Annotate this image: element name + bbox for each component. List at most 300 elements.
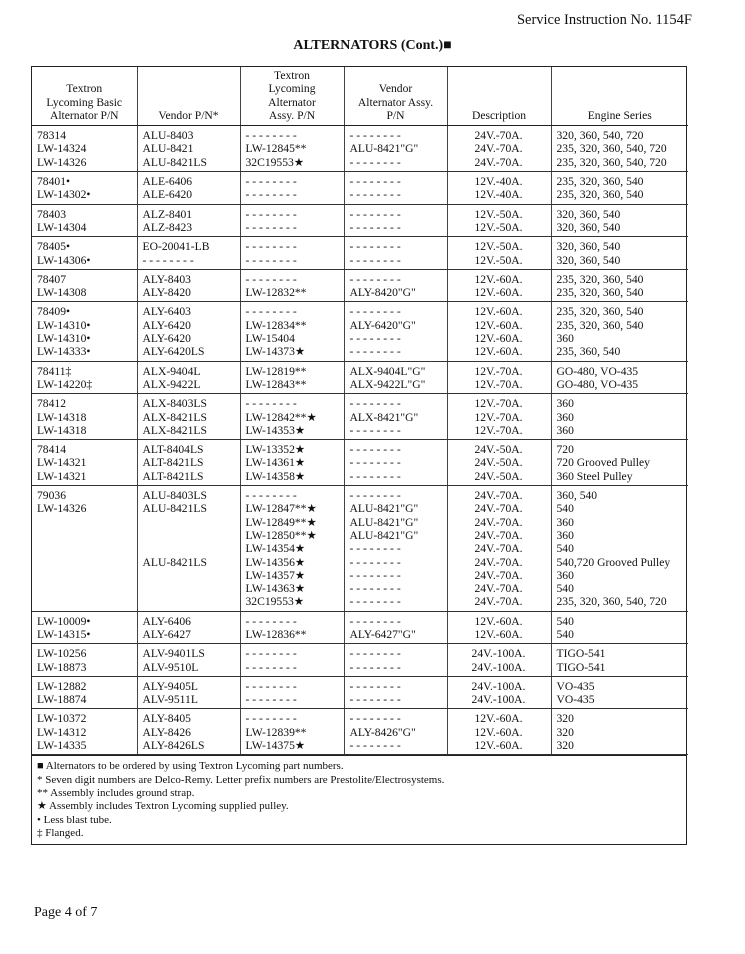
alternators-table xyxy=(32,67,688,755)
cell-line xyxy=(37,542,134,555)
cell-engine-series xyxy=(551,237,688,270)
cell-line: - - - - - - - - xyxy=(349,207,401,221)
cell-assy-pn xyxy=(240,486,344,612)
column-header-line: Lycoming Basic xyxy=(46,95,123,109)
cell-line: - - - - - - - - xyxy=(349,712,401,726)
cell-engine-series xyxy=(551,361,688,394)
cell-line: VO-435 xyxy=(556,693,595,707)
cell-vendor-assy-pn xyxy=(344,172,447,205)
cell-line: 24V.-70A. xyxy=(474,568,523,582)
cell-vendor-assy-pn xyxy=(344,361,447,394)
column-header-line: Description xyxy=(471,108,527,122)
cell-line: 78414 xyxy=(37,443,66,457)
cell-line: LW-12850**★ xyxy=(245,528,317,542)
cell-vendor-assy-pn xyxy=(344,237,447,270)
cell-line: LW-18873 xyxy=(37,660,87,674)
cell-line: 12V.-40A. xyxy=(474,175,523,189)
cell-description xyxy=(447,440,551,486)
cell-basic-pn xyxy=(32,269,137,302)
cell-line: - - - - - - - - xyxy=(245,175,297,189)
cell-line: ALU-8421"G" xyxy=(349,502,419,516)
cell-line: LW-14308 xyxy=(37,286,87,300)
cell-line: - - - - - - - - xyxy=(245,188,297,202)
cell-line: 78409• xyxy=(37,305,71,319)
cell-line: ALV-9510L xyxy=(142,660,199,674)
column-header-description xyxy=(447,67,551,126)
cell-line: LW-14357★ xyxy=(245,568,306,582)
cell-line: 540,720 Grooved Pulley xyxy=(556,555,671,569)
cell-line: LW-14318 xyxy=(37,423,87,437)
column-header-line: Alternator P/N xyxy=(49,108,119,122)
cell-line xyxy=(143,516,237,529)
cell-line: LW-12819** xyxy=(245,364,307,378)
cell-line: 320, 360, 540 xyxy=(556,253,621,267)
cell-line: ALU-8403LS xyxy=(142,489,207,503)
cell-line: LW-14318 xyxy=(37,410,87,424)
column-header-vendor-pn xyxy=(137,67,240,126)
cell-line: 12V.-50A. xyxy=(474,240,523,254)
cell-line: ALY-8426 xyxy=(142,725,191,739)
cell-line: LW-14310• xyxy=(37,318,91,332)
column-header-engine-series xyxy=(551,67,688,126)
cell-basic-pn xyxy=(32,676,137,709)
cell-line: 235, 320, 360, 540 xyxy=(556,286,644,300)
cell-line: LW-14333• xyxy=(37,345,91,359)
cell-line: - - - - - - - - xyxy=(349,188,401,202)
cell-line xyxy=(37,529,134,542)
cell-line: LW-14310• xyxy=(37,332,91,346)
cell-line: 320, 360, 540 xyxy=(556,220,621,234)
cell-line: 24V.-70A. xyxy=(474,582,523,596)
cell-engine-series xyxy=(551,302,688,361)
footnote: * Seven digit numbers are Delco-Remy. Letter prefix numbers are Prestolite/Electrosystems. xyxy=(37,773,445,786)
cell-line: 235, 320, 360, 540 xyxy=(556,272,644,286)
cell-basic-pn xyxy=(32,126,137,172)
cell-line: LW-12832** xyxy=(245,286,307,300)
table-header-row xyxy=(32,67,688,126)
cell-engine-series xyxy=(551,440,688,486)
table-row xyxy=(32,126,688,172)
cell-line: ALU-8421LS xyxy=(142,555,207,569)
cell-line: 235, 320, 360, 540 xyxy=(556,188,644,202)
cell-line: 32C19553★ xyxy=(245,595,305,609)
cell-line: 24V.-100A. xyxy=(471,660,526,674)
cell-line: LW-14304 xyxy=(37,220,87,234)
cell-line xyxy=(37,582,134,595)
cell-line: 235, 320, 360, 540 xyxy=(556,318,644,332)
cell-assy-pn xyxy=(240,269,344,302)
column-header-line: Alternator Assy. xyxy=(357,95,434,109)
cell-vendor-assy-pn xyxy=(344,302,447,361)
cell-line xyxy=(37,516,134,529)
cell-line: LW-12882 xyxy=(37,679,87,693)
cell-vendor-pn xyxy=(137,709,240,755)
column-header-vendor-assy-pn xyxy=(344,67,447,126)
cell-line: LW-13352★ xyxy=(245,443,306,457)
cell-line: LW-14326 xyxy=(37,155,87,169)
cell-basic-pn xyxy=(32,486,137,612)
cell-line: 12V.-60A. xyxy=(474,614,523,628)
cell-vendor-assy-pn xyxy=(344,644,447,677)
cell-vendor-pn xyxy=(137,237,240,270)
cell-description xyxy=(447,676,551,709)
cell-line: LW-12836** xyxy=(245,627,307,641)
cell-vendor-assy-pn xyxy=(344,269,447,302)
cell-line: 540 xyxy=(556,542,574,556)
cell-line: 540 xyxy=(556,627,574,641)
table-row xyxy=(32,172,688,205)
cell-engine-series xyxy=(551,644,688,677)
cell-line: 24V.-70A. xyxy=(474,528,523,542)
cell-description xyxy=(447,486,551,612)
cell-line: ALU-8421"G" xyxy=(349,528,419,542)
cell-line: - - - - - - - - xyxy=(349,469,401,483)
cell-line: - - - - - - - - xyxy=(349,155,401,169)
alternators-table-frame xyxy=(31,66,687,845)
cell-line: - - - - - - - - xyxy=(245,647,297,661)
cell-line: - - - - - - - - xyxy=(349,305,401,319)
cell-line xyxy=(143,542,237,555)
cell-description xyxy=(447,361,551,394)
cell-line: 24V.-70A. xyxy=(474,155,523,169)
column-header-line: Lycoming xyxy=(268,82,316,96)
cell-line: ALX-8403LS xyxy=(142,397,207,411)
cell-line: 360 xyxy=(556,528,574,542)
cell-line: 12V.-60A. xyxy=(474,332,523,346)
cell-assy-pn xyxy=(240,302,344,361)
footnote: ** Assembly includes ground strap. xyxy=(37,786,195,799)
cell-line: 12V.-70A. xyxy=(474,410,523,424)
cell-line: 24V.-70A. xyxy=(474,142,523,156)
cell-line: - - - - - - - - xyxy=(245,220,297,234)
cell-vendor-pn xyxy=(137,611,240,644)
cell-line: LW-14321 xyxy=(37,456,87,470)
cell-vendor-pn xyxy=(137,361,240,394)
cell-line: - - - - - - - - xyxy=(349,739,401,753)
cell-line: ALY-8403 xyxy=(142,272,191,286)
column-header-line: Textron xyxy=(66,82,103,96)
cell-basic-pn xyxy=(32,440,137,486)
cell-line xyxy=(143,569,237,582)
cell-line: 24V.-100A. xyxy=(471,647,526,661)
cell-line: LW-10256 xyxy=(37,647,87,661)
cell-line: 540 xyxy=(556,614,574,628)
column-header-basic-pn xyxy=(32,67,137,126)
cell-line xyxy=(143,595,237,608)
cell-line: - - - - - - - - xyxy=(245,305,297,319)
table-row xyxy=(32,237,688,270)
cell-line xyxy=(37,569,134,582)
cell-line: EO-20041-LB xyxy=(142,240,210,254)
table-body xyxy=(32,126,688,755)
cell-line: 320 xyxy=(556,712,574,726)
cell-line: - - - - - - - - xyxy=(245,240,297,254)
table-row xyxy=(32,204,688,237)
column-header-line: Engine Series xyxy=(587,108,652,122)
cell-line: VO-435 xyxy=(556,679,595,693)
cell-description xyxy=(447,644,551,677)
cell-vendor-pn xyxy=(137,204,240,237)
cell-assy-pn xyxy=(240,172,344,205)
cell-engine-series xyxy=(551,269,688,302)
cell-engine-series xyxy=(551,709,688,755)
cell-line: LW-10372 xyxy=(37,712,87,726)
cell-line: 360, 540 xyxy=(556,489,598,503)
cell-engine-series xyxy=(551,394,688,440)
cell-line: ALT-8404LS xyxy=(142,443,204,457)
cell-line: ALV-9511L xyxy=(142,693,198,707)
cell-line: LW-14373★ xyxy=(245,345,306,359)
cell-line: LW-14321 xyxy=(37,469,87,483)
cell-line: - - - - - - - - xyxy=(349,489,401,503)
cell-line: 24V.-70A. xyxy=(474,502,523,516)
cell-line: LW-12845** xyxy=(245,142,307,156)
cell-line: 12V.-60A. xyxy=(474,725,523,739)
cell-line: ALX-8421"G" xyxy=(349,410,419,424)
cell-vendor-pn xyxy=(137,269,240,302)
cell-line: - - - - - - - - xyxy=(349,423,401,437)
cell-line: 235, 360, 540 xyxy=(556,345,621,359)
cell-line: 360 xyxy=(556,397,574,411)
cell-line: - - - - - - - - xyxy=(349,568,401,582)
cell-assy-pn xyxy=(240,611,344,644)
cell-basic-pn xyxy=(32,709,137,755)
cell-line: - - - - - - - - xyxy=(349,582,401,596)
cell-vendor-assy-pn xyxy=(344,676,447,709)
cell-description xyxy=(447,237,551,270)
cell-line: 12V.-60A. xyxy=(474,345,523,359)
cell-line: ALY-6427"G" xyxy=(349,627,416,641)
cell-line: LW-12842**★ xyxy=(245,410,317,424)
cell-line: - - - - - - - - xyxy=(349,175,401,189)
cell-line: 235, 320, 360, 540 xyxy=(556,175,644,189)
table-row xyxy=(32,361,688,394)
cell-line: LW-14324 xyxy=(37,142,87,156)
cell-line: LW-14335 xyxy=(37,739,87,753)
cell-line: LW-14356★ xyxy=(245,555,306,569)
cell-line: 78405• xyxy=(37,240,71,254)
cell-description xyxy=(447,172,551,205)
cell-line xyxy=(37,556,134,569)
cell-line: 360 Steel Pulley xyxy=(556,469,633,483)
cell-line: - - - - - - - - xyxy=(245,129,297,143)
cell-line: ALY-8420"G" xyxy=(349,286,416,300)
cell-vendor-pn xyxy=(137,486,240,612)
cell-line: LW-10009• xyxy=(37,614,91,628)
footnote: ★ Assembly includes Textron Lycoming supplied pulley. xyxy=(37,800,289,813)
table-row xyxy=(32,269,688,302)
column-header-line: Textron xyxy=(274,69,310,82)
cell-line: ALY-8426"G" xyxy=(349,725,416,739)
cell-line: 78401• xyxy=(37,175,71,189)
cell-line: - - - - - - - - xyxy=(245,207,297,221)
cell-vendor-assy-pn xyxy=(344,440,447,486)
page-number: Page 4 of 7 xyxy=(34,905,98,920)
cell-line: 540 xyxy=(556,582,574,596)
cell-line: ALZ-8401 xyxy=(142,207,193,221)
cell-basic-pn xyxy=(32,361,137,394)
cell-engine-series xyxy=(551,126,688,172)
cell-description xyxy=(447,204,551,237)
cell-line: ALU-8421"G" xyxy=(349,142,419,156)
cell-assy-pn xyxy=(240,126,344,172)
cell-line: - - - - - - - - xyxy=(245,272,297,286)
cell-line: LW-12847**★ xyxy=(245,502,317,516)
cell-line: LW-12834** xyxy=(245,318,307,332)
cell-line: 24V.-70A. xyxy=(474,555,523,569)
cell-line: 24V.-70A. xyxy=(474,595,523,609)
cell-line: 12V.-60A. xyxy=(474,305,523,319)
cell-assy-pn xyxy=(240,644,344,677)
cell-basic-pn xyxy=(32,204,137,237)
cell-line: - - - - - - - - xyxy=(349,240,401,254)
table-row xyxy=(32,302,688,361)
cell-line: ALY-6427 xyxy=(142,627,191,641)
cell-line: - - - - - - - - xyxy=(349,345,401,359)
cell-line: - - - - - - - - xyxy=(349,614,401,628)
page-title: ALTERNATORS (Cont.)■ xyxy=(293,38,452,53)
cell-line: LW-14302• xyxy=(37,188,91,202)
column-header-line: Vendor P/N* xyxy=(158,108,219,122)
cell-line: - - - - - - - - xyxy=(349,693,401,707)
column-header-assy-pn xyxy=(240,67,344,126)
cell-line xyxy=(143,582,237,595)
cell-line: 320 xyxy=(556,725,574,739)
cell-line: ALX-8421LS xyxy=(142,423,207,437)
cell-assy-pn xyxy=(240,204,344,237)
cell-line: 12V.-60A. xyxy=(474,272,523,286)
cell-line: ALX-9422L xyxy=(142,377,201,391)
cell-vendor-pn xyxy=(137,172,240,205)
cell-line: ALX-9404L xyxy=(142,364,201,378)
cell-line: 24V.-50A. xyxy=(474,456,523,470)
cell-line: - - - - - - - - xyxy=(245,660,297,674)
cell-line: 24V.-100A. xyxy=(471,679,526,693)
cell-line: 235, 320, 360, 540, 720 xyxy=(556,155,667,169)
cell-line: LW-14375★ xyxy=(245,739,306,753)
cell-line: 12V.-70A. xyxy=(474,364,523,378)
cell-vendor-pn xyxy=(137,440,240,486)
cell-line: ALY-8405 xyxy=(142,712,191,726)
cell-description xyxy=(447,611,551,644)
cell-line: - - - - - - - - xyxy=(349,660,401,674)
table-row xyxy=(32,709,688,755)
cell-line: 78411‡ xyxy=(37,364,72,378)
cell-engine-series xyxy=(551,172,688,205)
cell-line: 12V.-60A. xyxy=(474,627,523,641)
cell-line: 360 xyxy=(556,410,574,424)
column-header-line: Vendor xyxy=(378,82,413,96)
cell-line: ALT-8421LS xyxy=(142,469,204,483)
cell-line: GO-480, VO-435 xyxy=(556,364,639,378)
cell-description xyxy=(447,394,551,440)
cell-line: LW-14358★ xyxy=(245,469,306,483)
cell-assy-pn xyxy=(240,237,344,270)
cell-line: ALU-8403 xyxy=(142,129,194,143)
table-row xyxy=(32,394,688,440)
cell-line: - - - - - - - - xyxy=(349,647,401,661)
cell-vendor-assy-pn xyxy=(344,611,447,644)
cell-line: 720 xyxy=(556,443,574,457)
cell-line: LW-18874 xyxy=(37,693,87,707)
cell-line: LW-14363★ xyxy=(245,582,306,596)
cell-description xyxy=(447,302,551,361)
cell-engine-series xyxy=(551,204,688,237)
footnote: ■ Alternators to be ordered by using Textron Lycoming part numbers. xyxy=(37,760,344,773)
cell-line: TIGO-541 xyxy=(556,660,606,674)
cell-vendor-assy-pn xyxy=(344,204,447,237)
cell-line: - - - - - - - - xyxy=(349,555,401,569)
table-row xyxy=(32,486,688,612)
cell-line: - - - - - - - - xyxy=(245,693,297,707)
cell-line: - - - - - - - - xyxy=(245,679,297,693)
cell-line: 78407 xyxy=(37,272,66,286)
cell-vendor-pn xyxy=(137,126,240,172)
cell-line: 24V.-100A. xyxy=(471,693,526,707)
cell-line: LW-14361★ xyxy=(245,456,306,470)
cell-line: 235, 320, 360, 540, 720 xyxy=(556,595,667,609)
cell-line: ALZ-8423 xyxy=(142,220,193,234)
cell-line: - - - - - - - - xyxy=(349,253,401,267)
cell-line: 24V.-70A. xyxy=(474,542,523,556)
cell-line: 12V.-50A. xyxy=(474,207,523,221)
cell-line: ALY-9405L xyxy=(142,679,199,693)
cell-line: 235, 320, 360, 540, 720 xyxy=(556,142,667,156)
table-row xyxy=(32,440,688,486)
cell-line: 24V.-70A. xyxy=(474,515,523,529)
cell-line: LW-14315• xyxy=(37,627,91,641)
cell-line: 24V.-50A. xyxy=(474,443,523,457)
cell-line: 24V.-70A. xyxy=(474,489,523,503)
cell-line: - - - - - - - - xyxy=(245,253,297,267)
cell-line: ALY-6420 xyxy=(142,318,191,332)
cell-basic-pn xyxy=(32,611,137,644)
service-instruction-number: Service Instruction No. 1154F xyxy=(516,12,692,28)
cell-line: 320 xyxy=(556,739,574,753)
cell-line: GO-480, VO-435 xyxy=(556,377,639,391)
cell-line: ALY-6403 xyxy=(142,305,191,319)
cell-line: ALY-8420 xyxy=(142,286,191,300)
cell-line: - - - - - - - - xyxy=(142,253,194,267)
cell-line: TIGO-541 xyxy=(556,647,606,661)
cell-line: 12V.-60A. xyxy=(474,286,523,300)
cell-line: 12V.-70A. xyxy=(474,397,523,411)
cell-line: LW-15404 xyxy=(245,332,295,346)
cell-line: LW-12849**★ xyxy=(245,515,317,529)
cell-line: ALX-9404L"G" xyxy=(349,364,426,378)
cell-line: 12V.-50A. xyxy=(474,253,523,267)
column-header-line: Alternator xyxy=(268,95,316,109)
cell-line: ALY-6420 xyxy=(142,332,191,346)
cell-line: LW-12843** xyxy=(245,377,307,391)
cell-line: - - - - - - - - xyxy=(349,220,401,234)
cell-line: LW-14353★ xyxy=(245,423,306,437)
cell-line: 24V.-50A. xyxy=(474,469,523,483)
cell-assy-pn xyxy=(240,709,344,755)
cell-engine-series xyxy=(551,676,688,709)
cell-line: ALY-6406 xyxy=(142,614,191,628)
cell-line: - - - - - - - - xyxy=(245,712,297,726)
cell-vendor-pn xyxy=(137,644,240,677)
cell-vendor-pn xyxy=(137,302,240,361)
cell-line: - - - - - - - - xyxy=(245,397,297,411)
cell-line: - - - - - - - - xyxy=(349,397,401,411)
table-row xyxy=(32,676,688,709)
footnote: ‡ Flanged. xyxy=(37,826,84,839)
cell-line xyxy=(143,529,237,542)
cell-assy-pn xyxy=(240,676,344,709)
table-row xyxy=(32,611,688,644)
